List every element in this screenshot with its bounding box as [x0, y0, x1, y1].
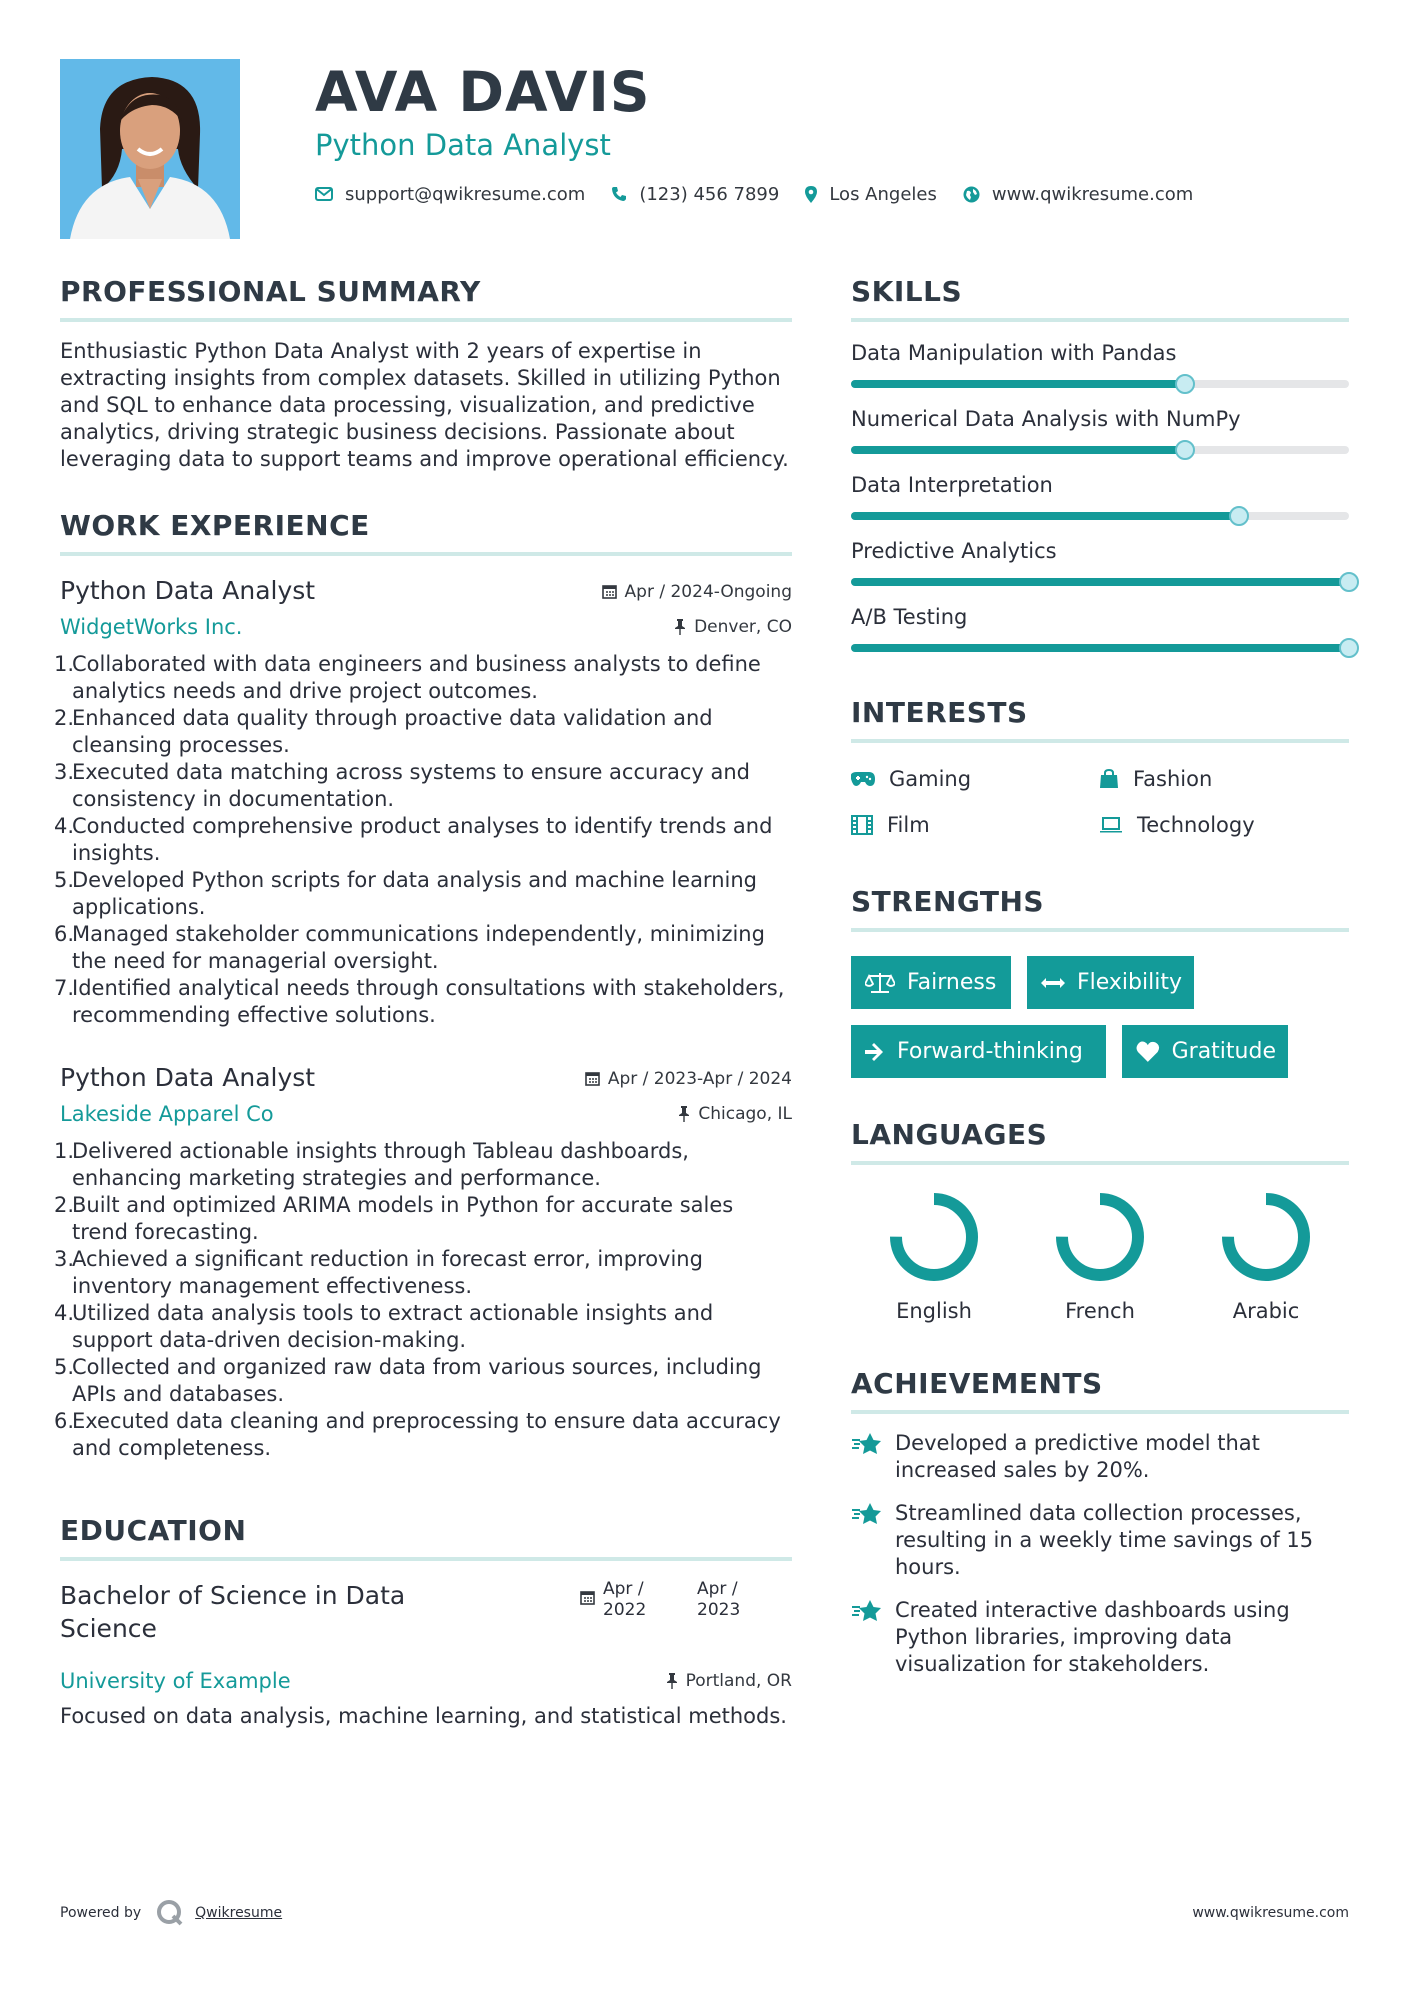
skill-bar-fill [851, 578, 1349, 586]
qwikresume-logo-icon [155, 1898, 185, 1928]
list-item: 7. Identified analytical needs through consultations with stakeholders, recommending effective solutions. [54, 976, 785, 1027]
achievements-section [851, 1367, 1349, 1678]
job-location [678, 1104, 792, 1124]
achievement-item: Streamlined data collection processes, resulting in a weekly time savings of 15 hours. [851, 1500, 1349, 1581]
job-location-text: Chicago, IL [698, 1104, 792, 1124]
phone-icon [611, 186, 627, 202]
footer-powered-by [60, 1898, 282, 1928]
job-bullets [54, 1138, 792, 1462]
gamepad-icon [851, 771, 875, 787]
education-section [60, 1514, 792, 1730]
education-dates [580, 1579, 757, 1621]
language-item [851, 1189, 1017, 1323]
skill-item [851, 536, 1349, 586]
job-location [674, 617, 792, 637]
interest-gaming: Gaming [851, 763, 1099, 795]
interest-technology: Technology [1099, 809, 1347, 841]
language-item [1183, 1189, 1349, 1323]
skill-bar [851, 512, 1349, 520]
language-ring-arc [896, 1199, 972, 1275]
skill-bar-knob [1175, 374, 1195, 394]
profile-photo [60, 59, 240, 239]
degree-title: Bachelor of Science in Data Science [60, 1581, 406, 1643]
contact-website[interactable] [963, 184, 1193, 205]
contact-email[interactable] [315, 184, 585, 205]
list-item: 2. Enhanced data quality through proactive data validation and cleansing processes. [54, 706, 713, 757]
contact-location [805, 184, 937, 205]
skill-bar [851, 578, 1349, 586]
arrows-horizontal-icon [1041, 977, 1065, 989]
job-title: Python Data Analyst [60, 576, 316, 605]
education-location [666, 1671, 792, 1691]
job-dates [585, 1069, 792, 1089]
skill-item [851, 404, 1349, 454]
language-name: French [1065, 1299, 1135, 1323]
strength-badge: Flexibility [1027, 956, 1194, 1009]
strength-badge: Gratitude [1122, 1025, 1288, 1078]
language-name: English [896, 1299, 972, 1323]
list-item: 4. Conducted comprehensive product analyses to identify trends and insights. [54, 814, 773, 865]
star-medal-icon [851, 1432, 885, 1458]
achievement-item: Created interactive dashboards using Python libraries, improving data visualization for stakeholders. [851, 1597, 1349, 1678]
skill-bar-knob [1175, 440, 1195, 460]
language-ring-arc [1062, 1199, 1138, 1275]
summary-text: Enthusiastic Python Data Analyst with 2 years of expertise in extracting insights from complex datasets. Skilled in utilizing Python and SQL to enhance data processing, visualization, and predictive analytics, driving strategic business decisions. Passionate about leveraging data to support teams and improve operational efficiency. [60, 339, 789, 471]
resume-header [60, 59, 1350, 239]
company-name: Lakeside Apparel Co [60, 1102, 274, 1126]
skill-name: Predictive Analytics [851, 539, 1057, 563]
education-location-text: Portland, OR [685, 1671, 792, 1691]
education-end: Apr / 2023 [697, 1579, 741, 1620]
interests-heading: INTERESTS [851, 696, 1349, 743]
skills-heading: SKILLS [851, 275, 1349, 322]
job-dates-text: Apr / 2024-Ongoing [624, 581, 792, 602]
skill-bar-fill [851, 512, 1239, 520]
job-bullets [54, 651, 792, 1029]
brand-link[interactable]: Qwikresume [195, 1905, 283, 1921]
calendar-icon [585, 1071, 600, 1086]
list-item: 6. Executed data cleaning and preprocessing to ensure data accuracy and completeness. [54, 1409, 781, 1460]
email-text: support@qwikresume.com [345, 183, 586, 205]
education-heading: EDUCATION [60, 1514, 792, 1561]
job-dates-text: Apr / 2023-Apr / 2024 [607, 1068, 792, 1089]
skill-name: Data Manipulation with Pandas [851, 341, 1177, 365]
languages-section [851, 1118, 1349, 1323]
skill-bar-knob [1339, 572, 1359, 592]
languages-heading: LANGUAGES [851, 1118, 1349, 1165]
strengths-heading: STRENGTHS [851, 885, 1349, 932]
shopping-bag-icon [1099, 769, 1119, 789]
skill-name: Numerical Data Analysis with NumPy [851, 407, 1241, 431]
skill-item [851, 470, 1349, 520]
calendar-icon [602, 584, 617, 599]
interest-fashion: Fashion [1099, 763, 1347, 795]
skill-bar-fill [851, 446, 1185, 454]
star-medal-icon [851, 1502, 885, 1528]
location-text: Los Angeles [829, 183, 937, 205]
language-ring [1052, 1189, 1148, 1285]
skill-bar-fill [851, 380, 1185, 388]
achievement-item: Developed a predictive model that increased sales by 20%. [851, 1430, 1349, 1484]
skill-bar [851, 644, 1349, 652]
left-column [54, 275, 792, 1730]
strength-badge: Fairness [851, 956, 1011, 1009]
skill-bar [851, 380, 1349, 388]
job-title: Python Data Analyst [60, 1063, 316, 1092]
phone-text: (123) 456 7899 [639, 183, 780, 205]
pushpin-icon [674, 619, 686, 635]
pushpin-icon [678, 1106, 690, 1122]
list-item: 3. Executed data matching across systems to ensure accuracy and consistency in documentation. [54, 760, 750, 811]
language-ring [1218, 1189, 1314, 1285]
powered-by-text: Powered by [60, 1905, 142, 1921]
skill-bar-fill [851, 644, 1349, 652]
school-name: University of Example [60, 1669, 291, 1693]
list-item: 2. Built and optimized ARIMA models in Python for accurate sales trend forecasting. [54, 1193, 734, 1244]
language-ring-arc [1228, 1199, 1304, 1275]
envelope-icon [315, 187, 333, 201]
interests-section [851, 696, 1349, 841]
job-location-text: Denver, CO [694, 617, 792, 637]
skill-bar-knob [1339, 638, 1359, 658]
laptop-icon [1099, 817, 1123, 833]
job-entry [54, 576, 792, 1029]
language-ring [886, 1189, 982, 1285]
globe-icon [963, 186, 980, 203]
skills-section [851, 275, 1349, 652]
list-item: 3. Achieved a significant reduction in forecast error, improving inventory management effectiveness. [54, 1247, 703, 1298]
balance-scale-icon [865, 972, 895, 994]
website-text: www.qwikresume.com [991, 183, 1194, 205]
arrow-right-icon [865, 1043, 885, 1061]
list-item: 6. Managed stakeholder communications independently, minimizing the need for managerial oversight. [54, 922, 765, 973]
candidate-title: Python Data Analyst [315, 128, 611, 162]
list-item: 5. Collected and organized raw data from various sources, including APIs and databases. [54, 1355, 762, 1406]
company-name: WidgetWorks Inc. [60, 615, 243, 639]
language-item [1017, 1189, 1183, 1323]
job-dates [602, 582, 792, 602]
contact-phone[interactable] [611, 184, 779, 205]
heart-icon [1136, 1041, 1160, 1062]
strength-badge: Forward-thinking [851, 1025, 1106, 1078]
language-name: Arabic [1232, 1299, 1300, 1323]
skill-item [851, 338, 1349, 388]
summary-section [60, 275, 792, 473]
skill-item [851, 602, 1349, 652]
list-item: 4. Utilized data analysis tools to extract actionable insights and support data-driven decision-making. [54, 1301, 714, 1352]
skill-bar [851, 446, 1349, 454]
job-entry [54, 1063, 792, 1462]
skill-name: A/B Testing [851, 605, 968, 629]
footer-website[interactable]: www.qwikresume.com [1192, 1905, 1349, 1921]
list-item: 1. Delivered actionable insights through Tableau dashboards, enhancing marketing strategies and performance. [54, 1139, 689, 1190]
contact-bar [315, 179, 1219, 209]
education-description: Focused on data analysis, machine learning, and statistical methods. [60, 1704, 787, 1728]
candidate-name: AVA DAVIS [315, 60, 651, 124]
pushpin-icon [666, 1673, 678, 1689]
list-item: 5. Developed Python scripts for data analysis and machine learning applications. [54, 868, 757, 919]
strengths-section [851, 885, 1349, 1078]
skill-name: Data Interpretation [851, 473, 1053, 497]
film-icon [851, 815, 873, 835]
experience-heading: WORK EXPERIENCE [60, 509, 792, 556]
calendar-icon [580, 1590, 595, 1605]
list-item: 1. Collaborated with data engineers and business analysts to define analytics needs and drive project outcomes. [54, 652, 761, 703]
star-medal-icon [851, 1599, 885, 1625]
achievements-heading: ACHIEVEMENTS [851, 1367, 1349, 1414]
skill-bar-knob [1229, 506, 1249, 526]
experience-section [54, 509, 792, 1462]
map-pin-icon [805, 186, 817, 203]
education-start: Apr / 2022 [603, 1579, 647, 1620]
interest-film: Film [851, 809, 1099, 841]
right-column [851, 275, 1349, 1678]
summary-heading: PROFESSIONAL SUMMARY [60, 275, 792, 322]
